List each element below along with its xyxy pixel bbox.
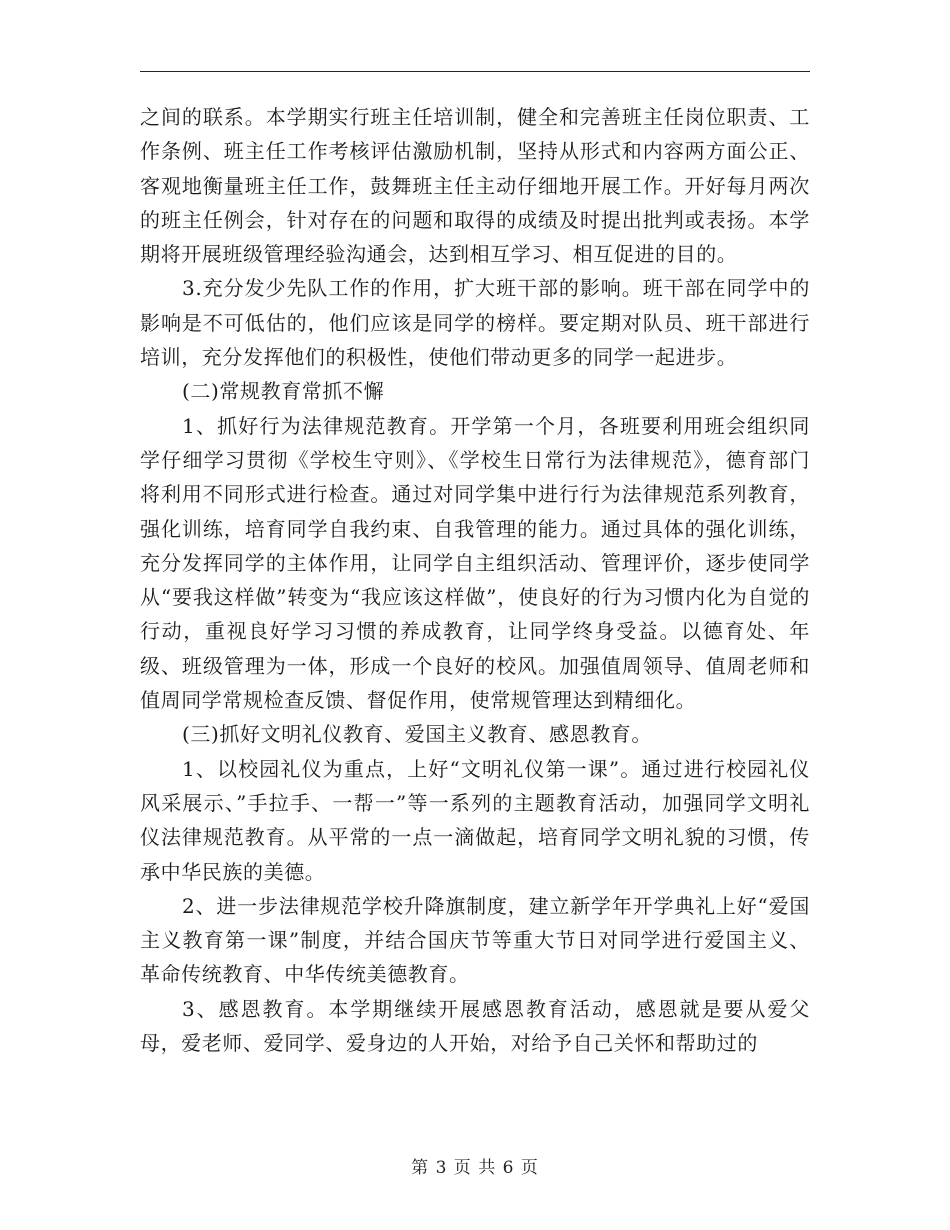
- header-rule: [140, 71, 810, 72]
- paragraph-flag-ceremony: 2、进一步法律规范学校升降旗制度，建立新学年开学典礼上好“爱国主义教育第一课”制度，并结合国庆节等重大节日对同学进行爱国主义、革命传统教育、中华传统美德教育。: [140, 893, 810, 987]
- page-number-footer: 第 3 页 共 6 页: [411, 1158, 539, 1178]
- document-body: [140, 100, 810, 1060]
- section-heading-routine-education: (二)常规教育常抓不懈: [182, 379, 385, 404]
- paragraph-behavior-norms: 1、抓好行为法律规范教育。开学第一个月，各班要利用班会组织同学仔细学习贯彻《学校生守则》、《学校生日常行为法律规范》，德育部门将利用不同形式进行检查。通过对同学集中进行行为法律规范系列教育，强化训练，培育同学自我约束、自我管理的能力。通过具体的强化训练，充分发挥同学的主体作用，让同学自主组织活动、管理评价，逐步使同学从“要我这样做”转变为“我应该这样做”，使良好的行为习惯内化为自觉的行动，重视良好学习习惯的养成教育，让同学终身受益。以德育处、年级、班级管理为一体，形成一个良好的校风。加强值周领导、值周老师和值周同学常规检查反馈、督促作用，使常规管理达到精细化。: [140, 413, 810, 713]
- paragraph-gratitude-education: 3、感恩教育。本学期继续开展感恩教育活动，感恩就是要从爱父母，爱老师、爱同学、爱身边的人开始，对给予自己关怀和帮助过的: [140, 996, 810, 1056]
- paragraph-young-pioneers: 3.充分发少先队工作的作用，扩大班干部的影响。班干部在同学中的影响是不可低估的，他们应该是同学的榜样。要定期对队员、班干部进行培训，充分发挥他们的积极性，使他们带动更多的同学一起进步。: [140, 276, 810, 370]
- section-heading-etiquette-education: (三)抓好文明礼仪教育、爱国主义教育、感恩教育。: [182, 722, 653, 747]
- paragraph-campus-etiquette: 1、以校园礼仪为重点，上好“文明礼仪第一课”。通过进行校园礼仪风采展示、”手拉手、一帮一”等一系列的主题教育活动，加强同学文明礼仪法律规范教育。从平常的一点一滴做起，培育同学文明礼貌的习惯，传承中华民族的美德。: [140, 756, 810, 884]
- paragraph-class-teacher-training: 之间的联系。本学期实行班主任培训制，健全和完善班主任岗位职责、工作条例、班主任工作考核评估激励机制，坚持从形式和内容两方面公正、客观地衡量班主任工作，鼓舞班主任主动仔细地开展工作。开好每月两次的班主任例会，针对存在的问题和取得的成绩及时提出批判或表扬。本学期将开展班级管理经验沟通会，达到相互学习、相互促进的目的。: [140, 105, 810, 267]
